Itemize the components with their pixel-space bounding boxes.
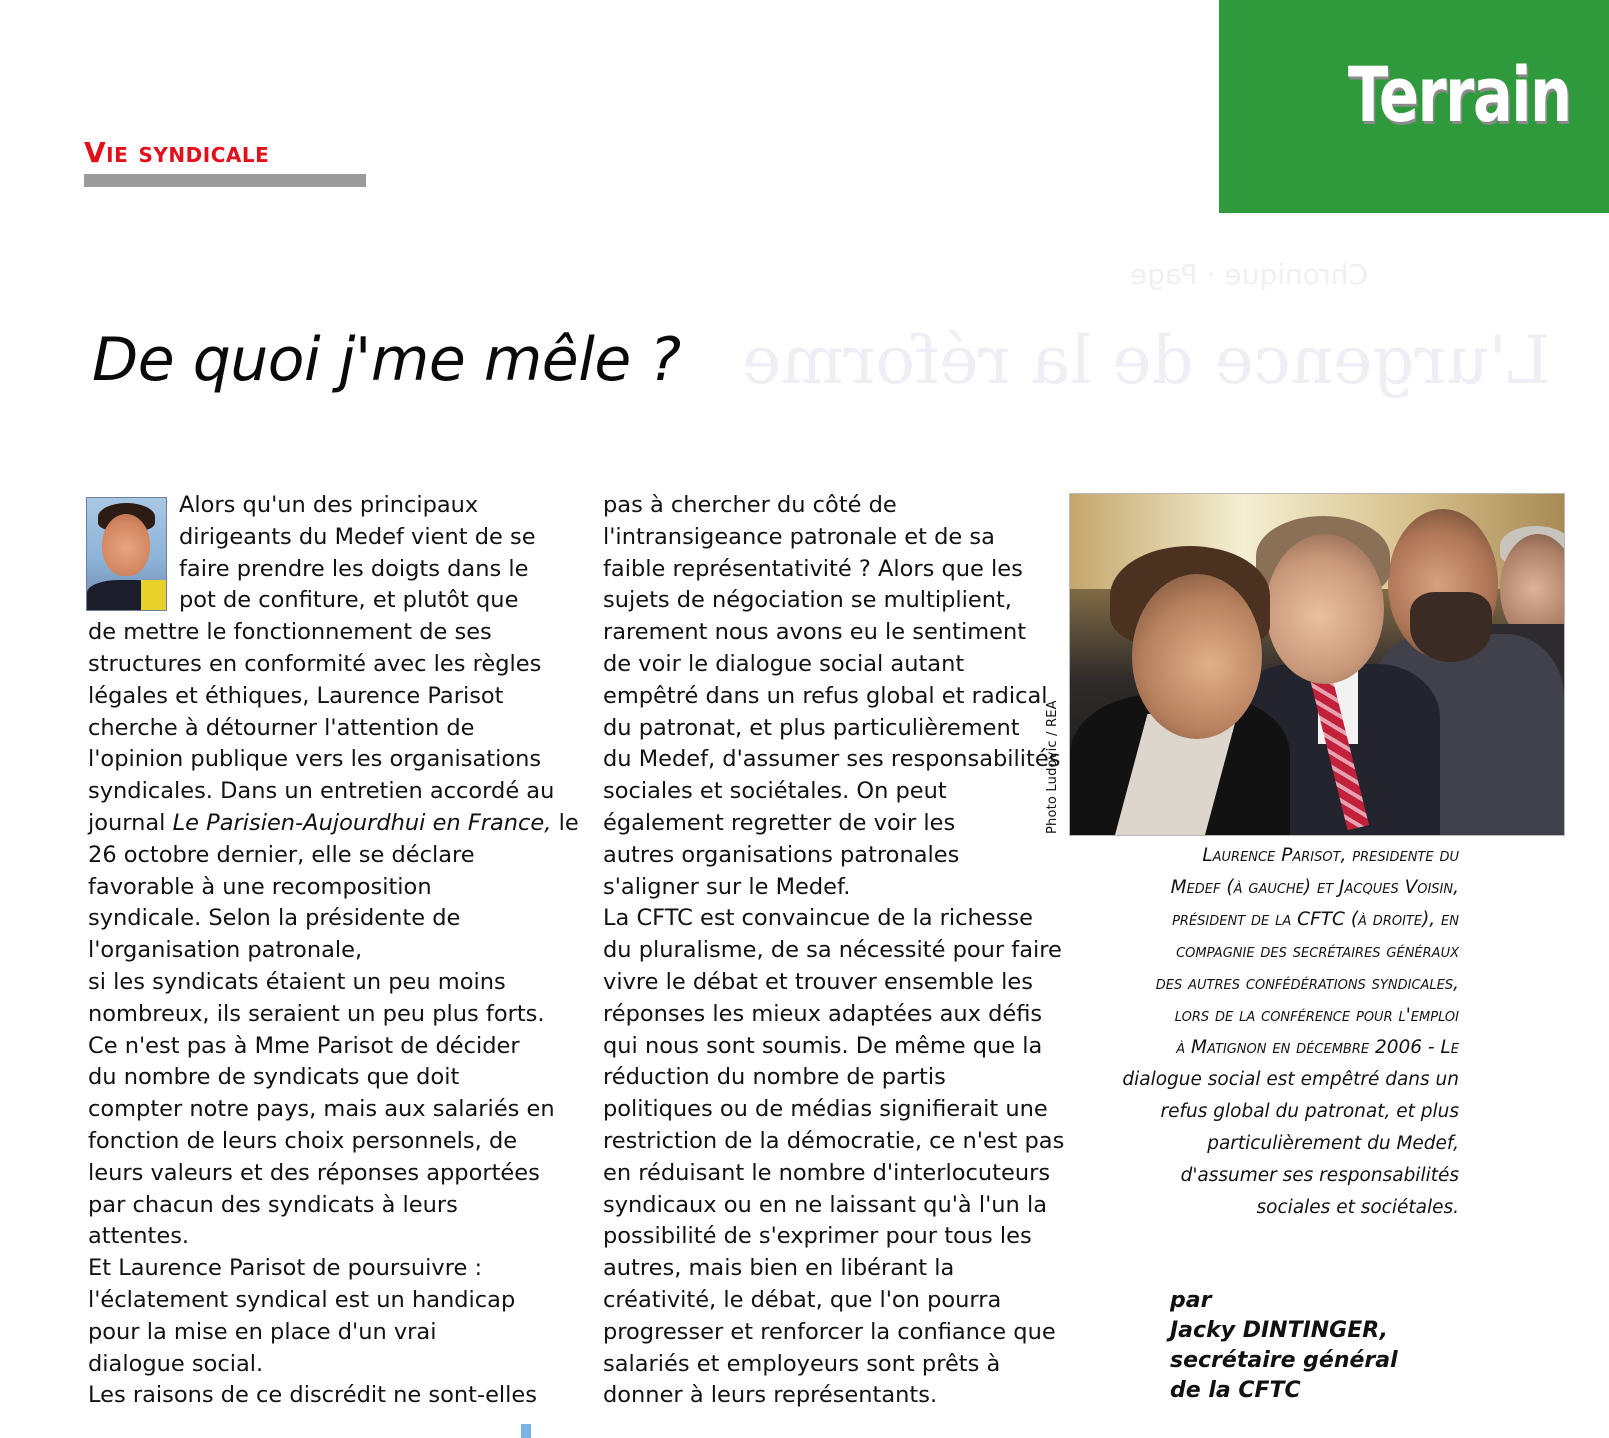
text-line: du pluralisme, de sa nécessité pour faire — [603, 937, 1062, 964]
text-line: attentes. — [88, 1223, 190, 1250]
text-line: possibilité de s'exprimer pour tous les — [603, 1223, 1032, 1250]
text-line: Les raisons de ce discrédit ne sont-elles — [88, 1382, 538, 1409]
text-line: progresser et renforcer la confiance que — [603, 1318, 1056, 1345]
ghost-bleed-small: Chronique · Page — [1130, 258, 1369, 291]
photo-person-1-head — [1132, 574, 1262, 739]
text-line: faire prendre les doigts dans le — [179, 555, 529, 582]
text-line: légales et éthiques, Laurence Parisot — [88, 682, 504, 709]
text-line: leurs valeurs et des réponses apportées — [88, 1159, 540, 1186]
section-header — [84, 136, 366, 187]
text-line: pour la mise en place d'un vrai — [88, 1318, 437, 1345]
text-fragment: journal — [88, 809, 173, 836]
text-line: rarement nous avons eu le sentiment — [603, 619, 1027, 646]
caption-line: sociales et sociétales. — [1256, 1197, 1459, 1218]
text-fragment: le — [551, 809, 579, 836]
text-line: syndicale. Selon la présidente de — [88, 905, 461, 932]
caption-line: lors de la conférence pour l'emploi — [1174, 1005, 1459, 1026]
caption-line: refus global du patronat, et plus — [1160, 1101, 1459, 1122]
text-line: vivre le débat et trouver ensemble les — [603, 968, 1033, 995]
section-rule — [84, 174, 366, 187]
conference-photo — [1069, 493, 1565, 836]
caption-line: Laurence Parisot, presidente du — [1202, 845, 1459, 866]
text-line: dialogue social. — [88, 1350, 264, 1377]
text-line: du nombre de syndicats que doit — [88, 1064, 460, 1091]
caption-line: à Matignon en décembre 2006 - Le — [1176, 1037, 1459, 1058]
byline-org: de la CFTC — [1170, 1378, 1301, 1403]
text-line: du Medef, d'assumer ses responsabilités — [603, 746, 1061, 773]
text-line: de mettre le fonctionnement de ses — [88, 619, 492, 646]
text-line: syndicaux ou en ne laissant qu'à l'un la — [603, 1191, 1047, 1218]
text-line: faible représentativité ? Alors que les — [603, 555, 1023, 582]
byline-name: Jacky DINTINGER, — [1170, 1318, 1388, 1343]
article-column-1 — [88, 490, 579, 1412]
photo-caption — [1059, 840, 1459, 1224]
text-line: fonction de leurs choix personnels, de — [88, 1127, 518, 1154]
text-line: l'intransigeance patronale et de sa — [603, 523, 995, 550]
page-marker — [521, 1424, 531, 1438]
text-line: empêtré dans un refus global et radical — [603, 682, 1048, 709]
byline-role: secrétaire général — [1170, 1348, 1398, 1373]
text-line: également regretter de voir les — [603, 809, 956, 836]
text-line: structures en conformité avec les règles — [88, 650, 542, 677]
text-line: La CFTC est convaincue de la richesse — [603, 905, 1033, 932]
text-line: autres, mais bien en libérant la — [603, 1255, 955, 1282]
text-line: par chacun des syndicats à leurs — [88, 1191, 458, 1218]
caption-line: d'assumer ses responsabilités — [1180, 1165, 1459, 1186]
text-line: réduction du nombre de partis — [603, 1064, 946, 1091]
text-line: 26 octobre dernier, elle se déclare — [88, 841, 475, 868]
text-line: favorable à une recomposition — [88, 873, 432, 900]
text-line: du patronat, et plus particulièrement — [603, 714, 1020, 741]
text-line: l'éclatement syndical est un handicap — [88, 1286, 516, 1313]
article-column-2 — [603, 490, 1065, 1412]
text-line: Et Laurence Parisot de poursuivre : — [88, 1255, 483, 1282]
text-line: donner à leurs représentants. — [603, 1382, 938, 1409]
text-line: pas à chercher du côté de — [603, 492, 897, 518]
text-line: restriction de la démocratie, ce n'est pas — [603, 1127, 1065, 1154]
caption-line: Medef (à gauche) et Jacques Voisin, — [1170, 877, 1459, 898]
text-line: l'organisation patronale, — [88, 937, 363, 964]
caption-line: des autres confédérations syndicales, — [1155, 973, 1459, 994]
text-line: de voir le dialogue social autant — [603, 650, 965, 677]
text-line: salariés et employeurs sont prêts à — [603, 1350, 1001, 1377]
text-line: politiques ou de médias signifierait une — [603, 1096, 1048, 1123]
text-line: qui nous sont soumis. De même que la — [603, 1032, 1043, 1059]
text-line: autres organisations patronales — [603, 841, 960, 868]
text-line: Ce n'est pas à Mme Parisot de décider — [88, 1032, 520, 1059]
text-line: syndicales. Dans un entretien accordé au — [88, 778, 555, 805]
byline-line: par — [1170, 1288, 1212, 1313]
text-line: sujets de négociation se multiplient, — [603, 587, 1012, 614]
section-title: Vie syndicale — [84, 136, 270, 169]
text-line: Alors qu'un des principaux — [179, 492, 479, 518]
article-headline: De quoi j'me mêle ? — [92, 325, 681, 395]
photo-person-3-beard — [1410, 592, 1492, 662]
text-line: réponses les mieux adaptées aux défis — [603, 1000, 1043, 1027]
text-line: créativité, le débat, que l'on pourra — [603, 1286, 1002, 1313]
text-line: pot de confiture, et plutôt que — [179, 587, 519, 614]
text-line: sociales et sociétales. On peut — [603, 778, 947, 805]
text-line: dirigeants du Medef vient de se — [179, 523, 536, 550]
terrain-banner — [1219, 0, 1609, 213]
text-line: l'opinion publique vers les organisations — [88, 746, 542, 773]
ghost-bleed-large: L'urgence de la réforme — [742, 322, 1551, 399]
text-line: si les syndicats étaient un peu moins — [88, 968, 506, 995]
caption-line: particulièrement du Medef, — [1207, 1133, 1459, 1154]
caption-line: compagnie des secrétaires généraux — [1176, 941, 1459, 962]
journal-name: Le Parisien-Aujourdhui en France, — [172, 809, 552, 836]
text-line: en réduisant le nombre d'interlocuteurs — [603, 1159, 1051, 1186]
caption-line: président de la CFTC (à droite), en — [1172, 909, 1459, 930]
text-line: cherche à détourner l'attention de — [88, 714, 475, 741]
text-line: compter notre pays, mais aux salariés en — [88, 1096, 555, 1123]
text-line: s'aligner sur le Medef. — [603, 873, 851, 900]
terrain-label: Terrain — [1348, 50, 1571, 139]
photo-person-2-head — [1266, 534, 1384, 684]
text-line-journal — [88, 808, 579, 840]
caption-line: dialogue social est empêtré dans un — [1122, 1069, 1459, 1090]
text-line: nombreux, ils seraient un peu plus forts. — [88, 1000, 545, 1027]
photo-credit: Photo Ludovic / REA — [1045, 700, 1060, 834]
author-byline — [1170, 1286, 1398, 1406]
